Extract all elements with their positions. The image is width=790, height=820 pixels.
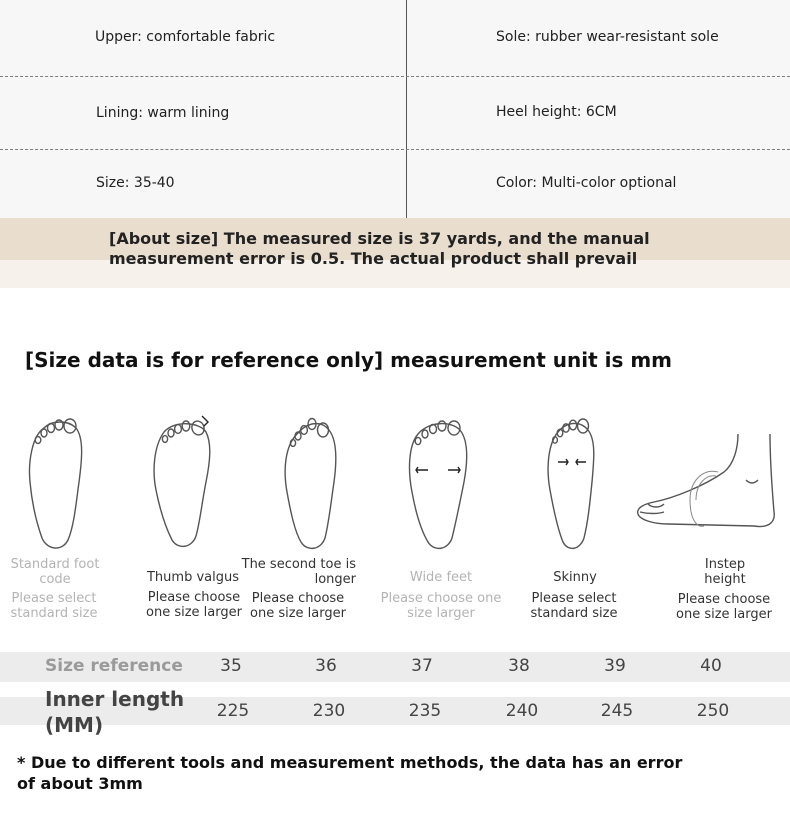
spec-heel-height: Heel height: 6CM xyxy=(496,104,617,120)
size-reference-row xyxy=(0,652,790,682)
spec-lining: Lining: warm lining xyxy=(96,105,230,121)
skinny-foot-icon xyxy=(540,412,606,554)
spec-row-divider xyxy=(0,76,790,77)
foot-type-advice-thumb-valgus: Please choose one size larger xyxy=(146,590,242,620)
size-cell: 35 xyxy=(220,656,242,676)
size-cell: 40 xyxy=(700,656,722,676)
spec-sole: Sole: rubber wear-resistant sole xyxy=(496,29,719,45)
size-cell: 36 xyxy=(315,656,337,676)
length-cell: 250 xyxy=(696,701,730,721)
size-cell: 39 xyxy=(604,656,626,676)
spec-size: Size: 35-40 xyxy=(96,175,175,191)
size-cell: 37 xyxy=(411,656,433,676)
foot-type-label-thumb-valgus: Thumb valgus xyxy=(146,570,239,585)
size-reference-label: Size reference xyxy=(45,656,183,676)
wide-feet-foot-icon xyxy=(406,412,472,554)
thumb-valgus-foot-icon xyxy=(150,410,216,552)
foot-type-advice-wide-feet: Please choose one size larger xyxy=(380,591,502,621)
size-banner-text: [About size] The measured size is 37 yards, and the manual measurement error is 0.5. The actual product shall prevail xyxy=(109,229,650,268)
foot-type-label-instep-height: Instep height xyxy=(704,557,746,587)
foot-type-label-wide-feet: Wide feet xyxy=(409,570,473,585)
second-toe-longer-foot-icon xyxy=(279,412,345,554)
foot-type-label-skinny: Skinny xyxy=(553,570,597,585)
length-cell: 225 xyxy=(216,701,250,721)
size-cell: 38 xyxy=(508,656,530,676)
spec-grid xyxy=(0,0,790,218)
spec-column-divider xyxy=(406,0,407,218)
measurement-error-note: * Due to different tools and measurement methods, the data has an error of about 3mm xyxy=(17,753,683,793)
foot-type-label-second-toe: The second toe is longer xyxy=(241,557,356,587)
inner-length-label: Inner length (MM) xyxy=(45,687,185,737)
foot-type-advice-second-toe: Please choose one size larger xyxy=(250,591,346,621)
length-cell: 245 xyxy=(600,701,634,721)
spec-color: Color: Multi-color optional xyxy=(496,175,677,191)
foot-type-advice-skinny: Please select standard size xyxy=(530,591,618,621)
length-cell: 230 xyxy=(312,701,346,721)
instep-height-foot-icon xyxy=(634,428,780,534)
length-cell: 235 xyxy=(408,701,442,721)
length-cell: 240 xyxy=(505,701,539,721)
foot-type-advice-standard: Please select standard size xyxy=(10,591,98,621)
spec-upper: Upper: comfortable fabric xyxy=(95,29,276,45)
foot-type-advice-instep-height: Please choose one size larger xyxy=(676,592,772,622)
spec-row-divider xyxy=(0,149,790,150)
standard-foot-icon xyxy=(24,412,90,554)
section-title: [Size data is for reference only] measurement unit is mm xyxy=(25,348,673,372)
foot-type-label-standard: Standard foot code xyxy=(10,557,100,587)
